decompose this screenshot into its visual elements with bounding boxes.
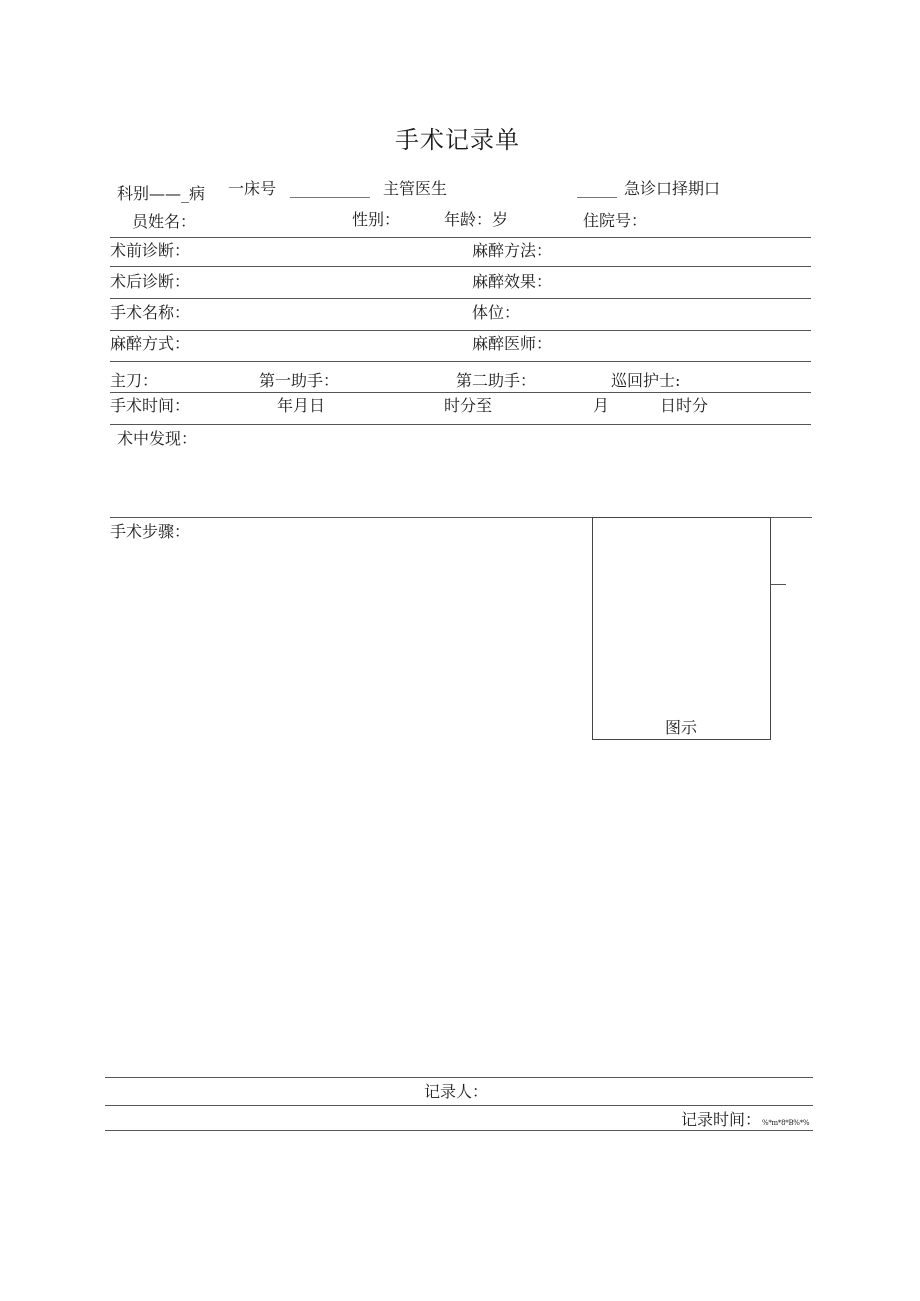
surgeon-label: 主刀：	[110, 371, 159, 390]
time-date-unit: 年月日	[277, 396, 326, 415]
time-month-unit: 月	[593, 396, 610, 415]
sex-label: 性别：	[352, 210, 401, 229]
admission-blank[interactable]: _____	[577, 179, 617, 198]
patient-name-label: 员姓名：	[132, 212, 197, 231]
time-day-unit: 日时分	[660, 396, 709, 415]
operation-time-label: 手术时间：	[110, 396, 191, 415]
age-label: 年龄：岁	[444, 210, 509, 229]
preop-diagnosis-label: 术前诊断：	[110, 241, 191, 260]
divider	[110, 298, 811, 299]
record-time-label: 记录时间：	[681, 1110, 762, 1129]
operation-steps-label: 手术步骤：	[110, 522, 191, 541]
anesthetist-label: 麻醉医师：	[472, 334, 553, 353]
tick-mark	[771, 584, 786, 585]
anesthesia-mode-label: 麻醉方式：	[110, 334, 191, 353]
second-assistant-label: 第二助手：	[456, 371, 537, 390]
first-assistant-label: 第一助手：	[259, 371, 340, 390]
operation-name-label: 手术名称：	[110, 303, 191, 322]
position-label: 体位：	[472, 303, 521, 322]
record-time-value: %*m*8*B%*%	[762, 1119, 810, 1127]
postop-diagnosis-label: 术后诊断：	[110, 272, 191, 291]
anesthesia-effect-label: 麻醉效果：	[472, 272, 553, 291]
divider	[110, 392, 811, 393]
page-title: 手术记录单	[395, 126, 520, 154]
anesthesia-method-label: 麻醉方法：	[472, 241, 553, 260]
time-hour-unit: 时分至	[444, 396, 493, 415]
hospital-number-label: 住院号：	[583, 211, 648, 230]
diagram-label: 图示	[665, 718, 698, 737]
bed-field-label: 一床号	[228, 179, 277, 198]
divider	[110, 330, 811, 331]
divider	[105, 1130, 813, 1131]
dept-field-label: 科别——_病	[117, 184, 206, 203]
divider	[110, 266, 811, 267]
emergency-elective-label: 急诊口择期口	[624, 179, 721, 198]
divider	[110, 237, 811, 238]
divider	[105, 1105, 813, 1106]
circulating-nurse-label: 巡回护士:	[611, 371, 681, 390]
bed-blank[interactable]: __________	[290, 179, 370, 198]
divider	[105, 1077, 813, 1078]
recorder-label: 记录人：	[424, 1082, 489, 1101]
diagram-box	[592, 517, 771, 740]
divider	[110, 361, 811, 362]
intraop-findings-label: 术中发现：	[117, 429, 198, 448]
divider	[110, 424, 811, 425]
attending-doctor-label: 主管医生	[383, 179, 448, 198]
